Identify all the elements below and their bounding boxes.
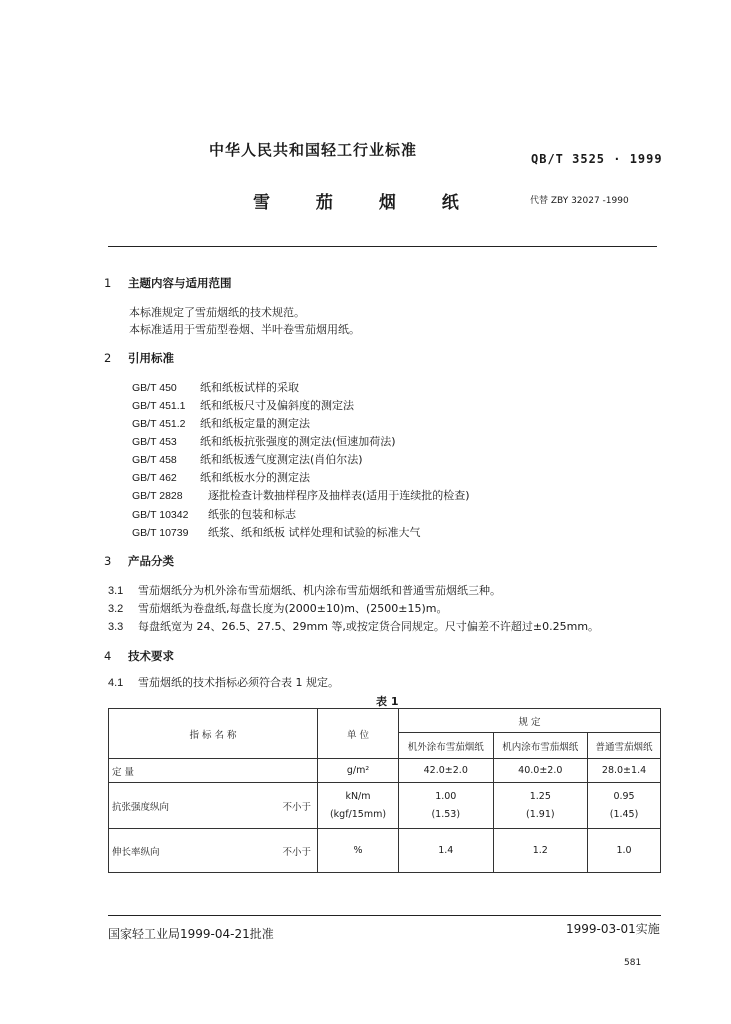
- row-name-text: 定 量: [112, 766, 135, 778]
- section-title: 主题内容与适用范围: [128, 276, 232, 290]
- section-number: 3: [104, 554, 112, 568]
- value-line: (1.45): [609, 808, 639, 820]
- row-unit: g/m²: [318, 759, 399, 783]
- row-value: [588, 783, 661, 829]
- section-3-heading: [104, 553, 174, 569]
- section-title: 产品分类: [128, 554, 174, 568]
- value-line: 1.00: [435, 790, 457, 802]
- reference-title: 纸和纸板抗张强度的测定法(恒速加荷法): [200, 435, 396, 448]
- reference-item: [132, 451, 363, 467]
- reference-title: 纸张的包装和标志: [208, 508, 296, 521]
- reference-item: [132, 397, 354, 413]
- row-value: 28.0±1.4: [588, 759, 661, 783]
- reference-item: [132, 415, 310, 431]
- reference-code: GB/T 453: [132, 436, 177, 448]
- section-1-heading: [104, 275, 232, 291]
- table-row: [109, 829, 661, 873]
- reference-code: GB/T 451.2: [132, 418, 186, 430]
- publisher-heading: 中华人民共和国轻工行业标准: [209, 141, 418, 159]
- table-row: [109, 783, 661, 829]
- row-name: [109, 759, 318, 783]
- reference-item: [132, 379, 299, 395]
- section-title: 技术要求: [128, 649, 174, 663]
- value-line: (1.53): [431, 808, 461, 820]
- row-value: 40.0±2.0: [493, 759, 588, 783]
- reference-code: GB/T 451.1: [132, 400, 186, 412]
- reference-code: GB/T 10739: [132, 527, 189, 539]
- header-col1: 机外涂布雪茄烟纸: [399, 733, 494, 759]
- reference-code: GB/T 458: [132, 454, 177, 466]
- row-value: [399, 783, 494, 829]
- value-line: (1.91): [526, 808, 555, 820]
- table-row: [109, 759, 661, 783]
- reference-code: GB/T 450: [132, 382, 177, 394]
- header-spec: 规 定: [399, 709, 661, 733]
- reference-title: 纸和纸板尺寸及偏斜度的测定法: [200, 399, 354, 412]
- section-number: 1: [104, 276, 112, 290]
- footer-divider: [108, 915, 661, 916]
- reference-title: 逐批检查计数抽样程序及抽样表(适用于连续批的检查): [208, 489, 470, 502]
- header-divider: [108, 246, 657, 247]
- reference-item: [132, 524, 421, 540]
- row-qualifier: 不小于: [282, 801, 311, 813]
- clause-text: 每盘纸宽为 24、26.5、27.5、29mm 等,或按定货合同规定。尺寸偏差不许超过±0.25mm。: [138, 620, 600, 633]
- row-qualifier: 不小于: [282, 846, 311, 858]
- table-header-row: [109, 709, 661, 733]
- clause: [108, 600, 448, 616]
- replaces-note: 代替 ZBY 32027 -1990: [530, 196, 629, 206]
- section-number: 4: [104, 649, 112, 663]
- reference-item: [132, 433, 396, 449]
- value-line: 1.25: [529, 790, 551, 802]
- section-title: 引用标准: [128, 351, 174, 365]
- row-name: [109, 783, 318, 829]
- header-col3: 普通雪茄烟纸: [588, 733, 661, 759]
- header-col2: 机内涂布雪茄烟纸: [493, 733, 588, 759]
- reference-title: 纸和纸板透气度测定法(肖伯尔法): [200, 453, 363, 466]
- reference-title: 纸和纸板水分的测定法: [200, 471, 310, 484]
- reference-item: [132, 469, 310, 485]
- clause-number: 4.1: [108, 677, 124, 689]
- document-title: 雪 茄 烟 纸: [253, 193, 479, 213]
- approval-note: 国家轻工业局1999-04-21批准: [108, 927, 274, 941]
- header-name: 指 标 名 称: [109, 709, 318, 759]
- section-2-heading: [104, 350, 174, 366]
- reference-code: GB/T 10342: [132, 509, 189, 521]
- clause-number: 3.3: [108, 621, 124, 633]
- row-value: 1.2: [493, 829, 588, 873]
- reference-title: 纸和纸板试样的采取: [200, 381, 299, 394]
- page-number: 581: [624, 958, 642, 968]
- unit-line: (kgf/15mm): [329, 808, 387, 820]
- clause-text: 雪茄烟纸分为机外涂布雪茄烟纸、机内涂布雪茄烟纸和普通雪茄烟纸三种。: [138, 584, 501, 597]
- table-caption: 表 1: [376, 695, 399, 708]
- row-value: 1.0: [588, 829, 661, 873]
- value-line: 0.95: [613, 790, 635, 802]
- reference-title: 纸和纸板定量的测定法: [200, 417, 310, 430]
- row-name-text: 抗张强度纵向: [112, 801, 170, 813]
- paragraph: 本标准适用于雪茄型卷烟、半叶卷雪茄烟用纸。: [129, 323, 360, 336]
- clause: [108, 674, 339, 690]
- clause: [108, 582, 501, 598]
- row-unit: [318, 783, 399, 829]
- row-value: 1.4: [399, 829, 494, 873]
- spec-table: [108, 708, 661, 873]
- row-value: [493, 783, 588, 829]
- clause-number: 3.1: [108, 585, 124, 597]
- reference-title: 纸浆、纸和纸板 试样处理和试验的标准大气: [208, 526, 421, 539]
- reference-code: GB/T 462: [132, 472, 177, 484]
- clause-text: 雪茄烟纸为卷盘纸,每盘长度为(2000±10)m、(2500±15)m。: [138, 602, 448, 615]
- clause-text: 雪茄烟纸的技术指标必须符合表 1 规定。: [138, 676, 339, 689]
- clause-number: 3.2: [108, 603, 124, 615]
- reference-code: GB/T 2828: [132, 490, 183, 502]
- standard-number: QB/T 3525 · 1999: [531, 152, 663, 166]
- row-value: 42.0±2.0: [399, 759, 494, 783]
- reference-item: [132, 487, 470, 503]
- effective-date: 1999-03-01实施: [566, 922, 660, 936]
- unit-line: kN/m: [345, 790, 371, 802]
- row-unit: %: [318, 829, 399, 873]
- paragraph: 本标准规定了雪茄烟纸的技术规范。: [129, 306, 305, 319]
- reference-item: [132, 506, 296, 522]
- section-4-heading: [104, 648, 174, 664]
- row-name: [109, 829, 318, 873]
- header-unit: 单 位: [318, 709, 399, 759]
- section-number: 2: [104, 351, 112, 365]
- row-name-text: 伸长率纵向: [112, 846, 160, 858]
- clause: [108, 618, 599, 634]
